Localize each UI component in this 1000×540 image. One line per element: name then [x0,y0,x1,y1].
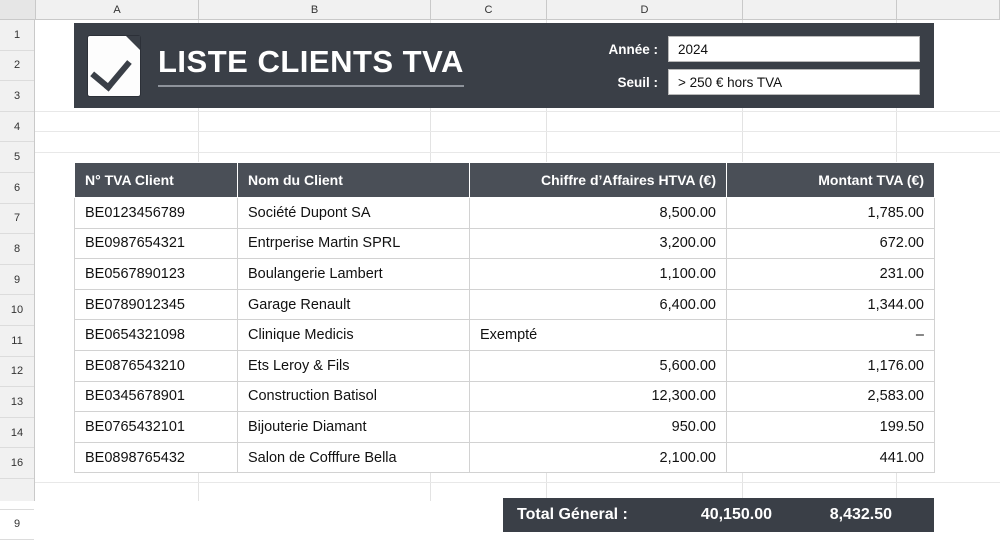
row-header[interactable]: 7 [0,204,34,235]
title-banner [74,23,934,108]
table-row[interactable] [75,259,935,290]
cell-ca[interactable]: 6,400.00 [470,289,727,320]
column-header-d[interactable]: D [547,0,743,19]
row-header[interactable]: 11 [0,326,34,357]
column-header-vat[interactable]: Montant TVA (€) [727,163,935,198]
cell-tva[interactable]: BE0654321098 [75,320,238,351]
column-header-name[interactable]: Nom du Client [238,163,470,198]
table-row[interactable] [75,320,935,351]
cell-tva[interactable]: BE0987654321 [75,228,238,259]
cell-name[interactable]: Bijouterie Diamant [238,412,470,443]
cell-name[interactable]: Ets Leroy & Fils [238,350,470,381]
totals-ca: 40,150.00 [647,506,772,524]
cell-vat[interactable]: 672.00 [727,228,935,259]
cell-ca[interactable]: 12,300.00 [470,381,727,412]
table-row[interactable] [75,442,935,473]
column-header-f[interactable] [897,0,1000,19]
seuil-input[interactable]: > 250 € hors TVA [668,69,920,95]
column-header-c[interactable]: C [431,0,547,19]
totals-vat: 8,432.50 [772,506,934,524]
cell-ca[interactable]: 2,100.00 [470,442,727,473]
cell-vat[interactable]: 2,583.00 [727,381,935,412]
field-label-annee: Année : [582,42,658,57]
cell-tva[interactable]: BE0765432101 [75,412,238,443]
annee-input[interactable]: 2024 [668,36,920,62]
row-header[interactable]: 3 [0,81,34,112]
cell-vat[interactable]: 1,344.00 [727,289,935,320]
row-header-gutter [0,20,35,501]
row-header[interactable]: 14 [0,418,34,449]
field-seuil [582,69,920,95]
cell-ca[interactable]: 5,600.00 [470,350,727,381]
table-row[interactable] [75,198,935,229]
cell-name[interactable]: Salon de Cofffure Bella [238,442,470,473]
cell-ca[interactable]: Exempté [470,320,727,351]
cell-vat[interactable]: 441.00 [727,442,935,473]
cell-name[interactable]: Société Dupont SA [238,198,470,229]
table-row[interactable] [75,228,935,259]
row-header[interactable] [0,479,34,510]
table-row[interactable] [75,350,935,381]
cell-ca[interactable]: 3,200.00 [470,228,727,259]
column-header-tva[interactable]: N° TVA Client [75,163,238,198]
cell-vat[interactable]: – [727,320,935,351]
table-row[interactable] [75,381,935,412]
grid-line-horizontal [35,152,1000,153]
select-all-corner[interactable] [0,0,36,19]
table-row[interactable] [75,412,935,443]
cell-vat[interactable]: 199.50 [727,412,935,443]
cell-tva[interactable]: BE0567890123 [75,259,238,290]
totals-row [503,498,934,532]
row-header[interactable]: 5 [0,142,34,173]
cell-ca[interactable]: 1,100.00 [470,259,727,290]
cell-name[interactable]: Clinique Medicis [238,320,470,351]
clients-table [74,162,935,473]
row-header[interactable]: 4 [0,112,34,143]
column-header-row [0,0,1000,20]
table-row[interactable] [75,289,935,320]
cell-name[interactable]: Entrperise Martin SPRL [238,228,470,259]
cell-ca[interactable]: 950.00 [470,412,727,443]
cell-tva[interactable]: BE0898765432 [75,442,238,473]
sheet-body [0,20,1000,501]
cell-vat[interactable]: 1,176.00 [727,350,935,381]
column-header-ca[interactable]: Chiffre d’Affaires HTVA (€) [470,163,727,198]
cell-name[interactable]: Garage Renault [238,289,470,320]
totals-label: Total Géneral : [503,506,647,524]
grid-line-horizontal [35,131,1000,132]
cell-name[interactable]: Construction Batisol [238,381,470,412]
document-check-icon [88,36,140,96]
grid-line-horizontal [35,482,1000,483]
cell-name[interactable]: Boulangerie Lambert [238,259,470,290]
table-header-row [75,163,935,198]
column-header-a[interactable]: A [36,0,199,19]
grid-line-horizontal [35,111,1000,112]
row-header[interactable]: 12 [0,357,34,388]
row-header[interactable]: 10 [0,295,34,326]
column-header-b[interactable]: B [199,0,431,19]
cell-tva[interactable]: BE0789012345 [75,289,238,320]
row-header[interactable]: 1 [0,20,34,51]
field-annee [582,36,920,62]
row-header[interactable]: 13 [0,387,34,418]
page-title: LISTE CLIENTS TVA [158,44,464,88]
cell-tva[interactable]: BE0876543210 [75,350,238,381]
row-header[interactable]: 2 [0,51,34,82]
field-label-seuil: Seuil : [582,75,658,90]
row-header[interactable]: 9 [0,265,34,296]
row-header[interactable]: 8 [0,234,34,265]
cell-tva[interactable]: BE0123456789 [75,198,238,229]
row-header[interactable]: 16 [0,448,34,479]
row-header[interactable]: 9 [0,510,34,540]
row-header[interactable]: 6 [0,173,34,204]
column-header-e[interactable] [743,0,897,19]
cell-vat[interactable]: 1,785.00 [727,198,935,229]
cell-vat[interactable]: 231.00 [727,259,935,290]
banner-fields [582,36,920,95]
cell-tva[interactable]: BE0345678901 [75,381,238,412]
cells-canvas[interactable] [35,20,1000,501]
cell-ca[interactable]: 8,500.00 [470,198,727,229]
